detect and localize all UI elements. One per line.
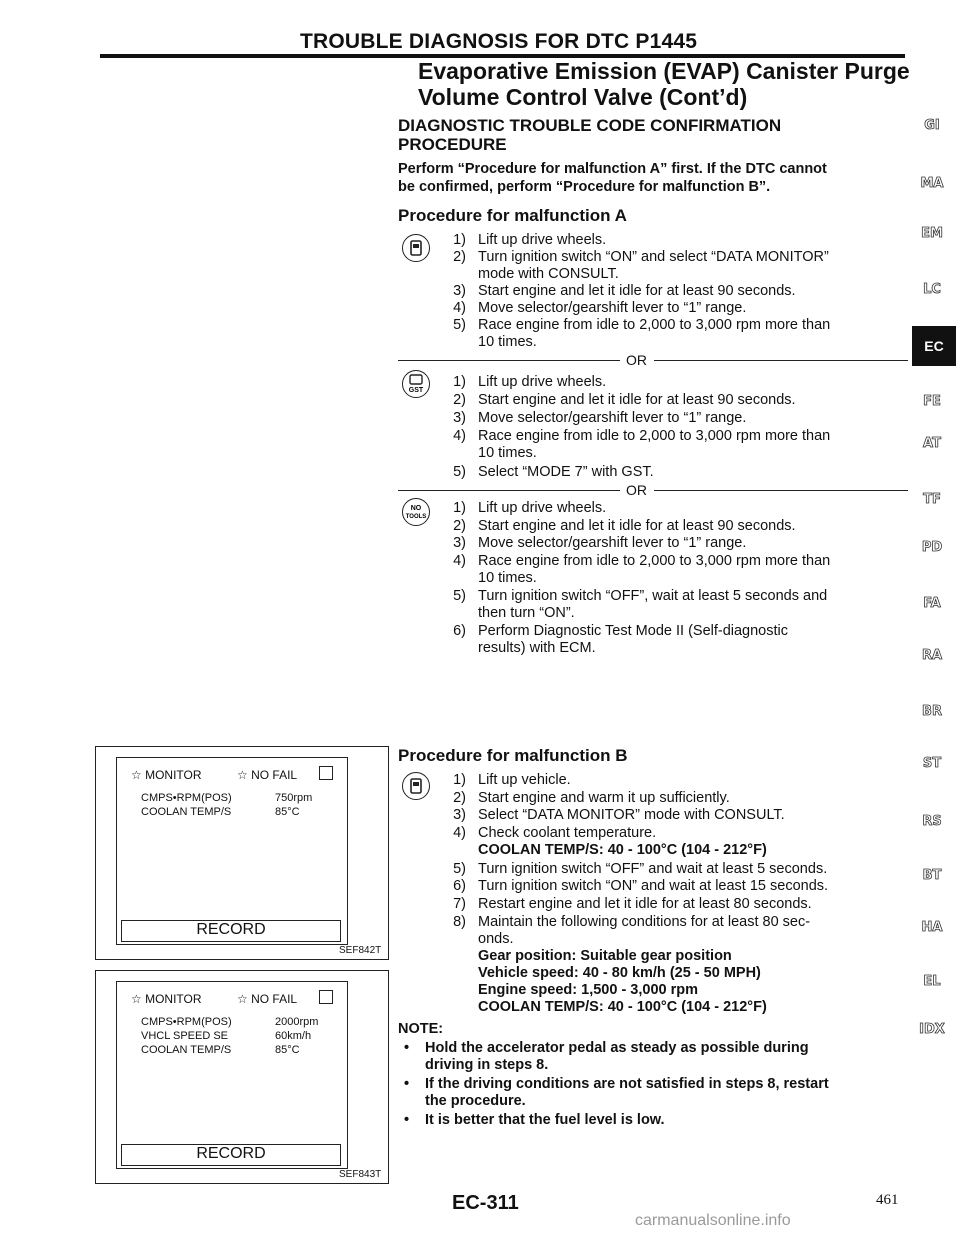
step-text: [478, 623, 928, 657]
consult-screen: [116, 757, 348, 945]
or-line-left: [398, 360, 620, 361]
step-number: 4): [453, 428, 466, 444]
note-line: If the driving conditions are not satisfied in steps 8, restart: [425, 1076, 829, 1092]
step-line: Race engine from idle to 2,000 to 3,000 rpm more than: [478, 317, 831, 333]
step-number: 2): [453, 392, 466, 408]
or-line-right: [654, 360, 908, 361]
note-line: Hold the accelerator pedal as steady as possible during: [425, 1040, 809, 1056]
step-line: Maintain the following conditions for at least 80 sec-: [478, 913, 811, 930]
sidebar-item-lc[interactable]: LC: [923, 282, 941, 297]
step-number: 4): [453, 552, 466, 569]
step-text: [478, 878, 928, 895]
consult-icon: [402, 772, 430, 800]
data-label: COOLAN TEMP/S: [141, 1044, 232, 1056]
step-line: Lift up drive wheels.: [478, 500, 607, 516]
step-text: [478, 588, 928, 622]
no-tools-icon: [402, 498, 430, 526]
step-line: Race engine from idle to 2,000 to 3,000 rpm more than: [478, 552, 831, 569]
step-line: then turn “ON”.: [478, 604, 575, 621]
step-text: [478, 300, 928, 317]
consult-screen-figure-2: [95, 970, 389, 1184]
step-line: Select “MODE 7” with GST.: [478, 464, 654, 480]
procedure-b-title: Procedure for malfunction B: [398, 746, 628, 765]
data-label: CMPS•RPM(POS): [141, 792, 232, 804]
step-number: 5): [453, 587, 466, 604]
figure-code: SEF842T: [339, 945, 382, 956]
step-line: Start engine and let it idle for at least 90 seconds.: [478, 392, 796, 408]
note-line: the procedure.: [425, 1093, 526, 1109]
step-number: 3): [453, 807, 466, 824]
sidebar-item-pd[interactable]: PD: [921, 540, 943, 555]
step-line: Turn ignition switch “OFF”, wait at least 5 seconds and: [478, 587, 828, 604]
step-number: 6): [453, 878, 466, 895]
sidebar-item-fe[interactable]: FE: [923, 394, 941, 409]
monitor-label: ☆ MONITOR: [131, 992, 202, 1006]
figure-code: SEF843T: [339, 1169, 382, 1180]
step-number: 6): [453, 622, 466, 639]
step-line: Race engine from idle to 2,000 to 3,000 rpm more than: [478, 428, 831, 444]
step-spec-line: COOLAN TEMP/S: 40 - 100°C (104 - 212°F): [478, 998, 767, 1015]
step-number: 2): [453, 517, 466, 534]
or-line-right: [654, 490, 908, 491]
step-line: Lift up drive wheels.: [478, 374, 607, 390]
bullet-icon: •: [404, 1040, 410, 1056]
sidebar-item-ec-active[interactable]: EC: [912, 326, 956, 366]
bullet-icon: •: [404, 1076, 410, 1092]
data-value: 60km/h: [275, 1030, 312, 1042]
step-spec-line: Gear position: Suitable gear position: [478, 947, 732, 964]
step-number: 8): [453, 913, 466, 930]
no-fail-status: ☆ NO FAIL: [237, 992, 298, 1006]
sidebar-item-at[interactable]: AT: [923, 436, 941, 451]
step-text: [478, 790, 928, 807]
sidebar-item-em[interactable]: EM: [921, 226, 943, 241]
step-number: 3): [453, 410, 466, 426]
sidebar-item-st[interactable]: ST: [922, 756, 942, 771]
monitor-label: ☆ MONITOR: [131, 768, 202, 782]
data-label: COOLAN TEMP/S: [141, 806, 232, 818]
step-text: [478, 914, 928, 1016]
sidebar-item-ra[interactable]: RA: [921, 648, 943, 663]
data-value: 85°C: [275, 1044, 300, 1056]
step-text: [478, 518, 928, 535]
sidebar-item-el[interactable]: EL: [923, 974, 941, 989]
sidebar-item-fa[interactable]: FA: [923, 596, 941, 611]
step-line: Lift up drive wheels.: [478, 232, 607, 248]
data-label: VHCL SPEED SE: [141, 1030, 229, 1042]
step-text: [478, 283, 928, 300]
svg-text:NO: NO: [410, 505, 422, 512]
step-text: [478, 500, 928, 517]
svg-text:TOOLS: TOOLS: [405, 514, 427, 520]
sidebar-item-gi[interactable]: GI: [924, 118, 940, 133]
consult-screen-figure-1: [95, 746, 389, 960]
checkbox-icon: [319, 766, 333, 780]
step-number: 5): [453, 317, 466, 333]
consult-icon: [402, 234, 430, 262]
step-line: Move selector/gearshift lever to “1” range.: [478, 410, 747, 426]
step-number: 1): [453, 374, 466, 390]
step-text: [478, 317, 928, 351]
step-line: Perform Diagnostic Test Mode II (Self-diagnostic: [478, 622, 789, 639]
step-number: 7): [453, 895, 466, 912]
data-value: 2000rpm: [275, 1016, 319, 1028]
step-number: 3): [453, 283, 466, 299]
or-divider-1: [398, 352, 908, 368]
data-label: CMPS•RPM(POS): [141, 1016, 232, 1028]
step-number: 1): [453, 772, 466, 788]
step-spec-line: COOLAN TEMP/S: 40 - 100°C (104 - 212°F): [478, 842, 767, 859]
sidebar-item-bt[interactable]: BT: [922, 868, 942, 883]
or-label: OR: [626, 482, 647, 498]
step-text: [478, 410, 928, 427]
or-label: OR: [626, 352, 647, 368]
page-number: 461: [876, 1192, 899, 1208]
note-line: It is better that the fuel level is low.: [425, 1112, 665, 1128]
step-line: Start engine and let it idle for at least 90 seconds.: [478, 517, 796, 534]
step-text: [478, 464, 928, 481]
intro-line-1: Perform “Procedure for malfunction A” first. If the DTC cannot: [398, 161, 827, 177]
step-line: Turn ignition switch “ON” and wait at least 15 seconds.: [478, 878, 829, 895]
step-line: 10 times.: [478, 334, 537, 350]
procedure-a-title: Procedure for malfunction A: [398, 206, 627, 225]
consult-screen: [116, 981, 348, 1169]
data-value: 750rpm: [275, 792, 313, 804]
step-spec-line: Engine speed: 1,500 - 3,000 rpm: [478, 981, 699, 998]
subtitle-line-1: Evaporative Emission (EVAP) Canister Purge: [418, 58, 910, 84]
or-divider-2: [398, 482, 908, 498]
step-text: [478, 896, 928, 913]
step-number: 1): [453, 500, 466, 516]
note-line: driving in steps 8.: [425, 1057, 549, 1073]
step-line: Move selector/gearshift lever to “1” range.: [478, 535, 747, 551]
section-title: [398, 116, 838, 154]
step-line: Restart engine and let it idle for at least 80 seconds.: [478, 895, 812, 912]
step-line: Start engine and let it idle for at least 90 seconds.: [478, 283, 796, 299]
checkbox-icon: [319, 990, 333, 1004]
no-fail-status: ☆ NO FAIL: [237, 768, 298, 782]
note-label: NOTE:: [398, 1021, 444, 1037]
or-line-left: [398, 490, 620, 491]
section-title-line-1: DIAGNOSTIC TROUBLE CODE CONFIRMATION: [398, 116, 782, 135]
sidebar-item-ha[interactable]: HA: [921, 920, 943, 935]
sidebar-item-rs[interactable]: RS: [922, 814, 942, 829]
svg-text:GST: GST: [408, 387, 424, 394]
step-line: onds.: [478, 930, 514, 947]
page-subtitle: [418, 58, 910, 110]
step-text: [478, 535, 928, 552]
step-line: Turn ignition switch “OFF” and wait at least 5 seconds.: [478, 860, 828, 877]
step-text: [478, 374, 928, 391]
step-number: 5): [453, 860, 466, 877]
step-text: [478, 249, 928, 283]
record-button[interactable]: RECORD: [121, 920, 341, 942]
gst-icon: [402, 370, 430, 398]
subtitle-line-2: Volume Control Valve (Cont’d): [418, 84, 748, 110]
step-text: [478, 232, 928, 249]
sidebar-item-tf[interactable]: TF: [923, 492, 941, 507]
step-text: [478, 807, 928, 824]
step-line: results) with ECM.: [478, 639, 596, 656]
step-number: 4): [453, 825, 466, 842]
step-text: [478, 825, 928, 859]
record-button[interactable]: RECORD: [121, 1144, 341, 1166]
step-line: Move selector/gearshift lever to “1” range.: [478, 300, 747, 316]
sidebar-item-idx[interactable]: IDX: [919, 1022, 945, 1037]
data-value: 85°C: [275, 806, 300, 818]
step-text: [478, 861, 928, 878]
step-text: [478, 553, 928, 587]
step-text: [478, 428, 928, 462]
page-header-title: TROUBLE DIAGNOSIS FOR DTC P1445: [300, 30, 698, 53]
watermark: carmanualsonline.info: [635, 1212, 791, 1229]
step-number: 1): [453, 232, 466, 248]
step-text: [478, 772, 928, 789]
page-code: EC-311: [452, 1192, 519, 1214]
step-number: 2): [453, 249, 466, 265]
step-line: Turn ignition switch “ON” and select “DATA MONITOR”: [478, 249, 829, 265]
step-number: 2): [453, 789, 466, 806]
intro-line-2: be confirmed, perform “Procedure for malfunction B”.: [398, 179, 771, 195]
step-line: Select “DATA MONITOR” mode with CONSULT.: [478, 807, 785, 824]
step-line: 10 times.: [478, 445, 537, 461]
sidebar-item-br[interactable]: BR: [922, 704, 942, 719]
step-number: 5): [453, 464, 466, 480]
bullet-icon: •: [404, 1112, 410, 1128]
step-number: 4): [453, 300, 466, 316]
step-line: Start engine and warm it up sufficiently.: [478, 789, 730, 806]
step-text: [478, 392, 928, 409]
step-line: mode with CONSULT.: [478, 266, 619, 282]
section-title-line-2: PROCEDURE: [398, 135, 507, 154]
step-spec-line: Vehicle speed: 40 - 80 km/h (25 - 50 MPH): [478, 964, 761, 981]
sidebar-item-ma[interactable]: MA: [920, 176, 944, 191]
step-line: Check coolant temperature.: [478, 825, 657, 842]
section-intro: [398, 160, 913, 196]
step-number: 3): [453, 535, 466, 551]
step-line: Lift up vehicle.: [478, 772, 571, 788]
step-line: 10 times.: [478, 569, 537, 586]
